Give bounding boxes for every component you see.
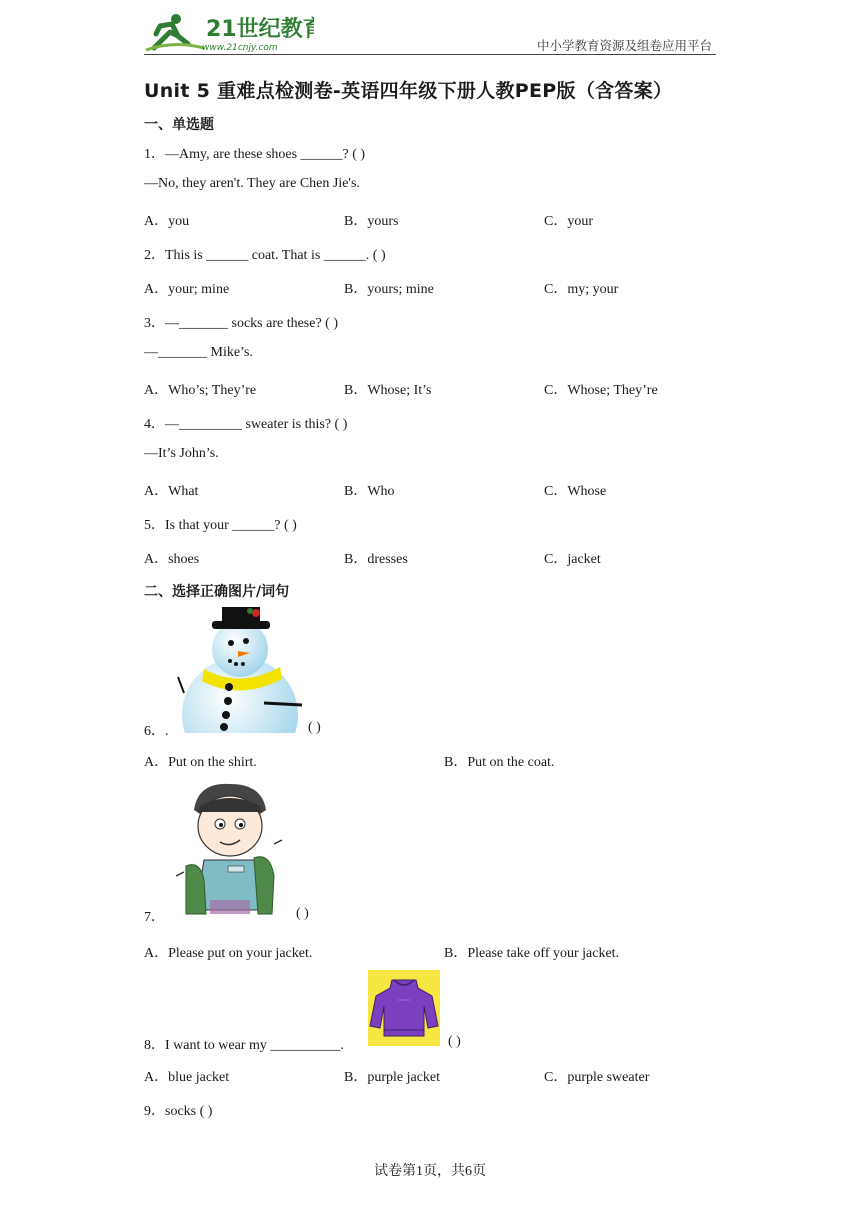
question-9-stem: 9．socks ( ): [144, 1104, 213, 1119]
question-2-option-c[interactable]: C．my; your: [544, 282, 619, 297]
question-3-line2: —_______ Mike’s.: [144, 345, 253, 360]
page-footer: 试卷第1页，共6页: [374, 1164, 486, 1179]
question-4-line2: —It’s John’s.: [144, 446, 219, 461]
question-4-option-b[interactable]: B．Who: [344, 484, 395, 499]
question-5-option-b[interactable]: B．dresses: [344, 552, 408, 567]
question-1-option-a[interactable]: A．you: [144, 214, 190, 229]
question-3-option-b[interactable]: B．Whose; It’s: [344, 383, 432, 398]
question-7-paren: ( ): [296, 906, 309, 921]
snowman-image: [176, 607, 304, 733]
question-6-option-a[interactable]: A．Put on the shirt.: [144, 755, 257, 770]
question-6-number: 6．.: [144, 724, 169, 739]
platform-name: 中小学教育资源及组卷应用平台: [536, 38, 712, 53]
section-heading-single-choice: 一、单选题: [144, 117, 214, 133]
question-3-option-c[interactable]: C．Whose; They’re: [544, 383, 658, 398]
question-4-option-c[interactable]: C．Whose: [544, 484, 607, 499]
runner-logo-icon: [144, 10, 314, 54]
header-divider: [144, 54, 716, 55]
question-1-line2: —No, they aren't. They are Chen Jie's.: [144, 176, 360, 191]
question-1-stem: 1．—Amy, are these shoes ______? ( ): [144, 147, 366, 162]
logo-url: www.21cnjy.com: [202, 43, 278, 53]
question-1-option-c[interactable]: C．your: [544, 214, 593, 229]
logo-text: 21世纪教育: [206, 17, 314, 42]
question-6-paren: ( ): [308, 720, 321, 735]
question-6-option-b[interactable]: B．Put on the coat.: [444, 755, 555, 770]
question-5-option-c[interactable]: C．jacket: [544, 552, 601, 567]
purple-sweater-image: [368, 970, 440, 1046]
question-2-stem: 2．This is ______ coat. That is ______. ( ): [144, 248, 386, 263]
question-4-option-a[interactable]: A．What: [144, 484, 199, 499]
question-1-option-b[interactable]: B．yours: [344, 214, 399, 229]
question-8-option-c[interactable]: C．purple sweater: [544, 1070, 650, 1085]
question-8-stem: 8．I want to wear my __________.: [144, 1038, 344, 1053]
page-title: Unit 5 重难点检测卷-英语四年级下册人教PEP版（含答案）: [144, 80, 673, 102]
question-8-option-b[interactable]: B．purple jacket: [344, 1070, 441, 1085]
question-3-option-a[interactable]: A．Who’s; They’re: [144, 383, 257, 398]
question-2-option-b[interactable]: B．yours; mine: [344, 282, 434, 297]
question-8-option-a[interactable]: A．blue jacket: [144, 1070, 230, 1085]
question-7-option-b[interactable]: B．Please take off your jacket.: [444, 946, 620, 961]
question-5-option-a[interactable]: A．shoes: [144, 552, 200, 567]
boy-taking-off-jacket-image: [170, 780, 288, 916]
question-7-option-a[interactable]: A．Please put on your jacket.: [144, 946, 313, 961]
question-7-number: 7．: [144, 910, 165, 925]
question-4-stem: 4．—_________ sweater is this? ( ): [144, 417, 348, 432]
section-heading-picture-choice: 二、选择正确图片/词句: [144, 584, 290, 600]
question-5-stem: 5．Is that your ______? ( ): [144, 518, 297, 533]
question-3-stem: 3．—_______ socks are these? ( ): [144, 316, 339, 331]
question-8-paren: ( ): [448, 1034, 461, 1049]
site-logo: [144, 10, 314, 54]
question-2-option-a[interactable]: A．your; mine: [144, 282, 230, 297]
